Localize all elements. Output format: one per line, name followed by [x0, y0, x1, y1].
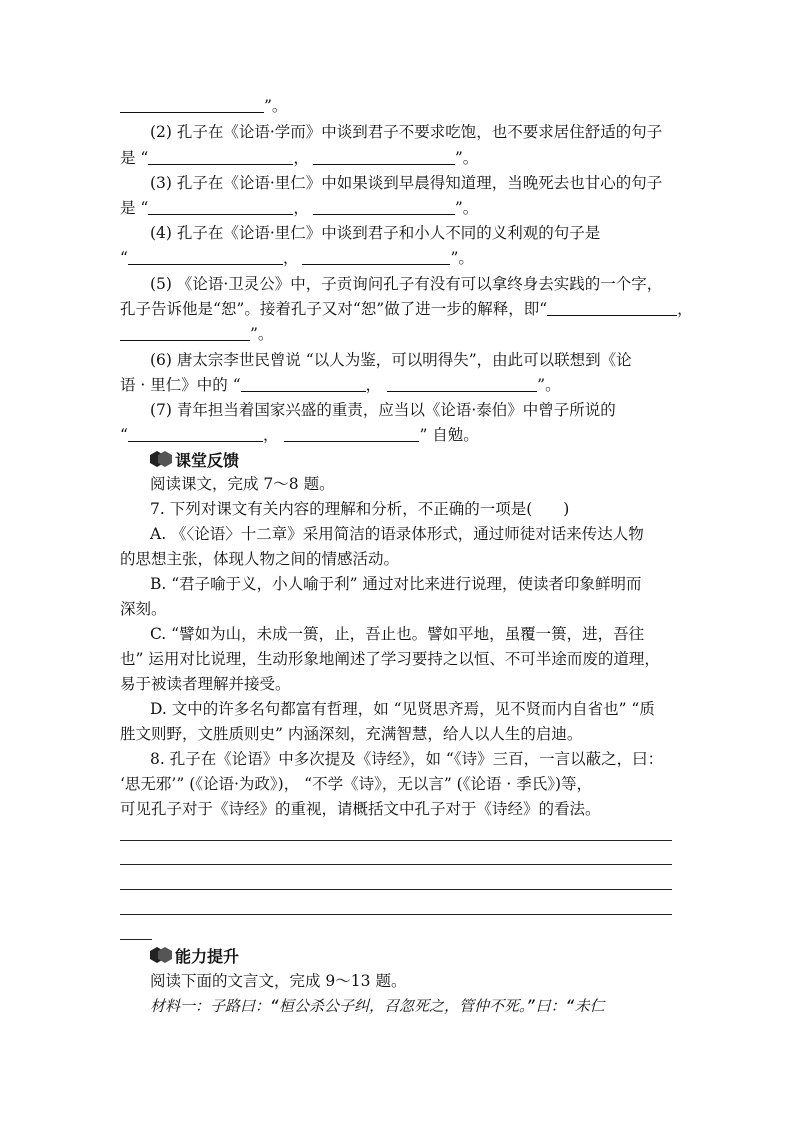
option-a-cont: 的思想主张，体现人物之间的情感活动。: [120, 550, 400, 568]
answer-blank[interactable]: [313, 149, 455, 165]
answer-line-short[interactable]: [120, 939, 152, 940]
answer-line[interactable]: [120, 889, 672, 890]
question-6-answer: 语 · 里仁》中的 “ ， ”。: [120, 376, 561, 394]
option-c-cont2: 易于被读者理解并接受。: [120, 675, 291, 693]
q1-continuation: ”。: [120, 94, 672, 118]
answer-blank[interactable]: [313, 199, 455, 215]
question-8-line3: 可见孔子对于《诗经》的重视，请概括文中孔子对于《诗经》的看法。: [120, 800, 601, 818]
answer-blank[interactable]: [547, 300, 677, 316]
section-header-ability: [150, 942, 239, 968]
answer-blank[interactable]: [302, 249, 450, 265]
question-4-text: (4) 孔子在《论语·里仁》中谈到君子和小人不同的义利观的句子是: [150, 224, 601, 242]
question-8-line2: ‘思无邪’” (《论语·为政》)， “不学《诗》，无以言” (《论语 · 季氏》)等，: [120, 775, 593, 793]
option-c[interactable]: C. “譬如为山，未成一篑，止，吾止也。譬如平地，虽覆一篑，进，吾往: [150, 625, 645, 643]
question-2-answer: 是 “ ， ”。: [120, 149, 479, 167]
question-4-answer: “ ， ”。: [120, 249, 474, 267]
hexagon-badge-icon: [150, 945, 174, 965]
option-d-cont: 胜文则野，文胜质则史” 内涵深刻，充满智慧，给人以人生的启迪。: [120, 725, 583, 743]
question-7-fill-text: (7) 青年担当着国家兴盛的重责，应当以《论语·泰伯》中曾子所说的: [150, 401, 616, 419]
question-7-fill-answer: “ ， ” 自勉。: [120, 426, 479, 444]
option-c-cont: 也” 运用对比说理，生动形象地阐述了学习要持之以恒、不可半途而废的道理，: [120, 650, 660, 668]
answer-blank[interactable]: [120, 325, 250, 341]
section-title: 课堂反馈: [175, 450, 240, 470]
question-6-text: (6) 唐太宗李世民曾说 “以人为鉴，可以明得失”，由此可以联想到《论: [150, 351, 632, 369]
answer-blank[interactable]: [148, 149, 293, 165]
hexagon-badge-icon: [150, 449, 174, 469]
question-5-line2: 孔子告诉他是“恕”。接着孔子又对“恕”做了进一步的解释，即“ ，: [120, 300, 693, 318]
question-5-text: (5) 《论语·卫灵公》中，子贡询问孔子有没有可以拿终身去实践的一个字，: [150, 275, 663, 293]
question-5-answer: ”。: [120, 322, 672, 346]
section-intro: 阅读课文，完成 7～8 题。: [150, 475, 335, 493]
option-b[interactable]: B. “君子喻于义，小人喻于利” 通过对比来进行说理，使读者印象鲜明而: [150, 575, 642, 593]
answer-blank[interactable]: [387, 376, 537, 392]
answer-blank[interactable]: [148, 199, 293, 215]
material-one: 材料一：子路曰：“桓公杀公子纠，召忽死之，管仲不死。”曰：“未仁: [150, 997, 605, 1015]
section-header-feedback: [150, 446, 239, 472]
answer-line[interactable]: [120, 840, 672, 841]
answer-line[interactable]: [120, 864, 672, 865]
question-2-text: (2) 孔子在《论语·学而》中谈到君子不要求吃饱，也不要求居住舒适的句子: [150, 123, 663, 141]
answer-line[interactable]: [120, 914, 672, 915]
option-d[interactable]: D. 文中的许多名句都富有哲理，如 “见贤思齐焉，见不贤而内自省也” “质: [150, 700, 655, 718]
answer-blank[interactable]: [128, 426, 263, 442]
answer-blank[interactable]: [241, 376, 366, 392]
answer-blank[interactable]: [120, 97, 264, 113]
section-intro: 阅读下面的文言文，完成 9～13 题。: [150, 972, 407, 990]
question-8-line1: 8. 孔子在《论语》中多次提及《诗经》，如 “《诗》三百，一言以蔽之，曰：: [150, 750, 664, 768]
option-a[interactable]: A. 《〈论语〉十二章》采用简洁的语录体形式，通过师徒对话来传达人物: [150, 525, 644, 543]
question-3-answer: 是 “ ， ”。: [120, 199, 479, 217]
answer-blank[interactable]: [284, 426, 419, 442]
option-b-cont: 深刻。: [120, 600, 167, 618]
section-title: 能力提升: [175, 946, 240, 966]
mc-question-7-stem: 7. 下列对课文有关内容的理解和分析，不正确的一项是( ): [150, 500, 570, 518]
answer-blank[interactable]: [128, 249, 283, 265]
question-3-text: (3) 孔子在《论语·里仁》中如果谈到早晨得知道理，当晚死去也甘心的句子: [150, 174, 663, 192]
